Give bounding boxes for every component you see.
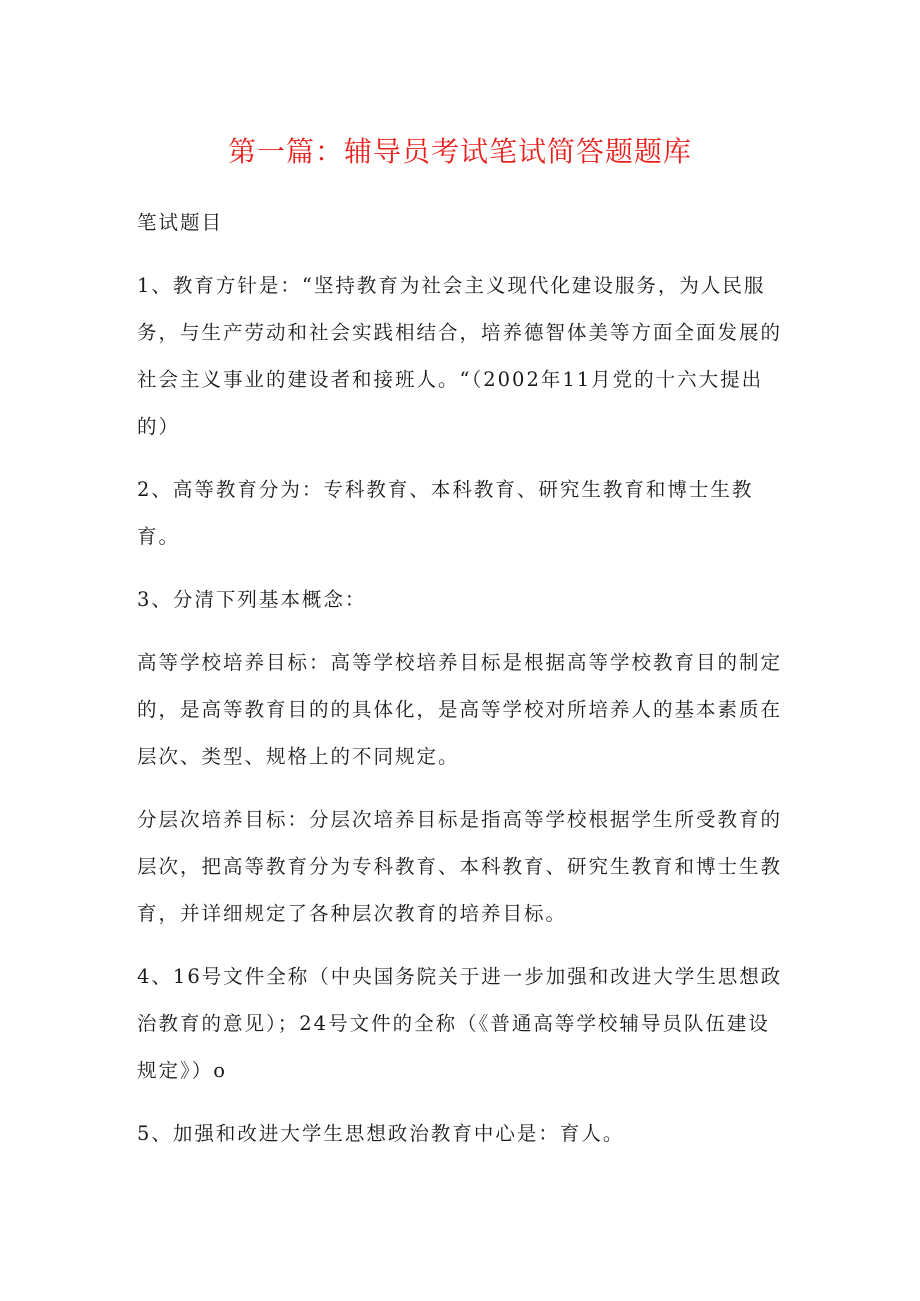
document-title: 第一篇：辅导员考试笔试简答题题库 — [227, 135, 692, 168]
paragraph-6: 4、16号文件全称（中央国务院关于进一步加强和改进大学生思想政治教育的意见）；24号文件的全称（《普通高等学校辅导员队伍建设规定》）o — [137, 965, 783, 1082]
paragraph-2: 2、高等教育分为：专科教育、本科教育、研究生教育和博士生教育。 — [137, 478, 754, 548]
paragraph-1: 1、教育方针是：“坚持教育为社会主义现代化建设服务，为人民服务，与生产劳动和社会实践相结合，培养德智体美等方面全面发展的社会主义事业的建设者和接班人。“（2002年11月党的十六大提出的） — [137, 274, 783, 438]
document-body — [137, 199, 787, 1173]
paragraph-7: 5、加强和改进大学生思想政治教育中心是：育人。 — [137, 1122, 625, 1145]
paragraph-5: 分层次培养目标：分层次培养目标是指高等学校根据学生所受教育的层次，把高等教育分为专科教育、本科教育、研究生教育和博士生教育，并详细规定了各种层次教育的培养目标。 — [137, 808, 783, 925]
section-subtitle: 笔试题目 — [137, 211, 224, 234]
paragraph-3: 3、分清下列基本概念： — [137, 588, 367, 611]
paragraph-4: 高等学校培养目标：高等学校培养目标是根据高等学校教育目的制定的，是高等教育目的的具体化，是高等学校对所培养人的基本素质在层次、类型、规格上的不同规定。 — [137, 651, 783, 768]
